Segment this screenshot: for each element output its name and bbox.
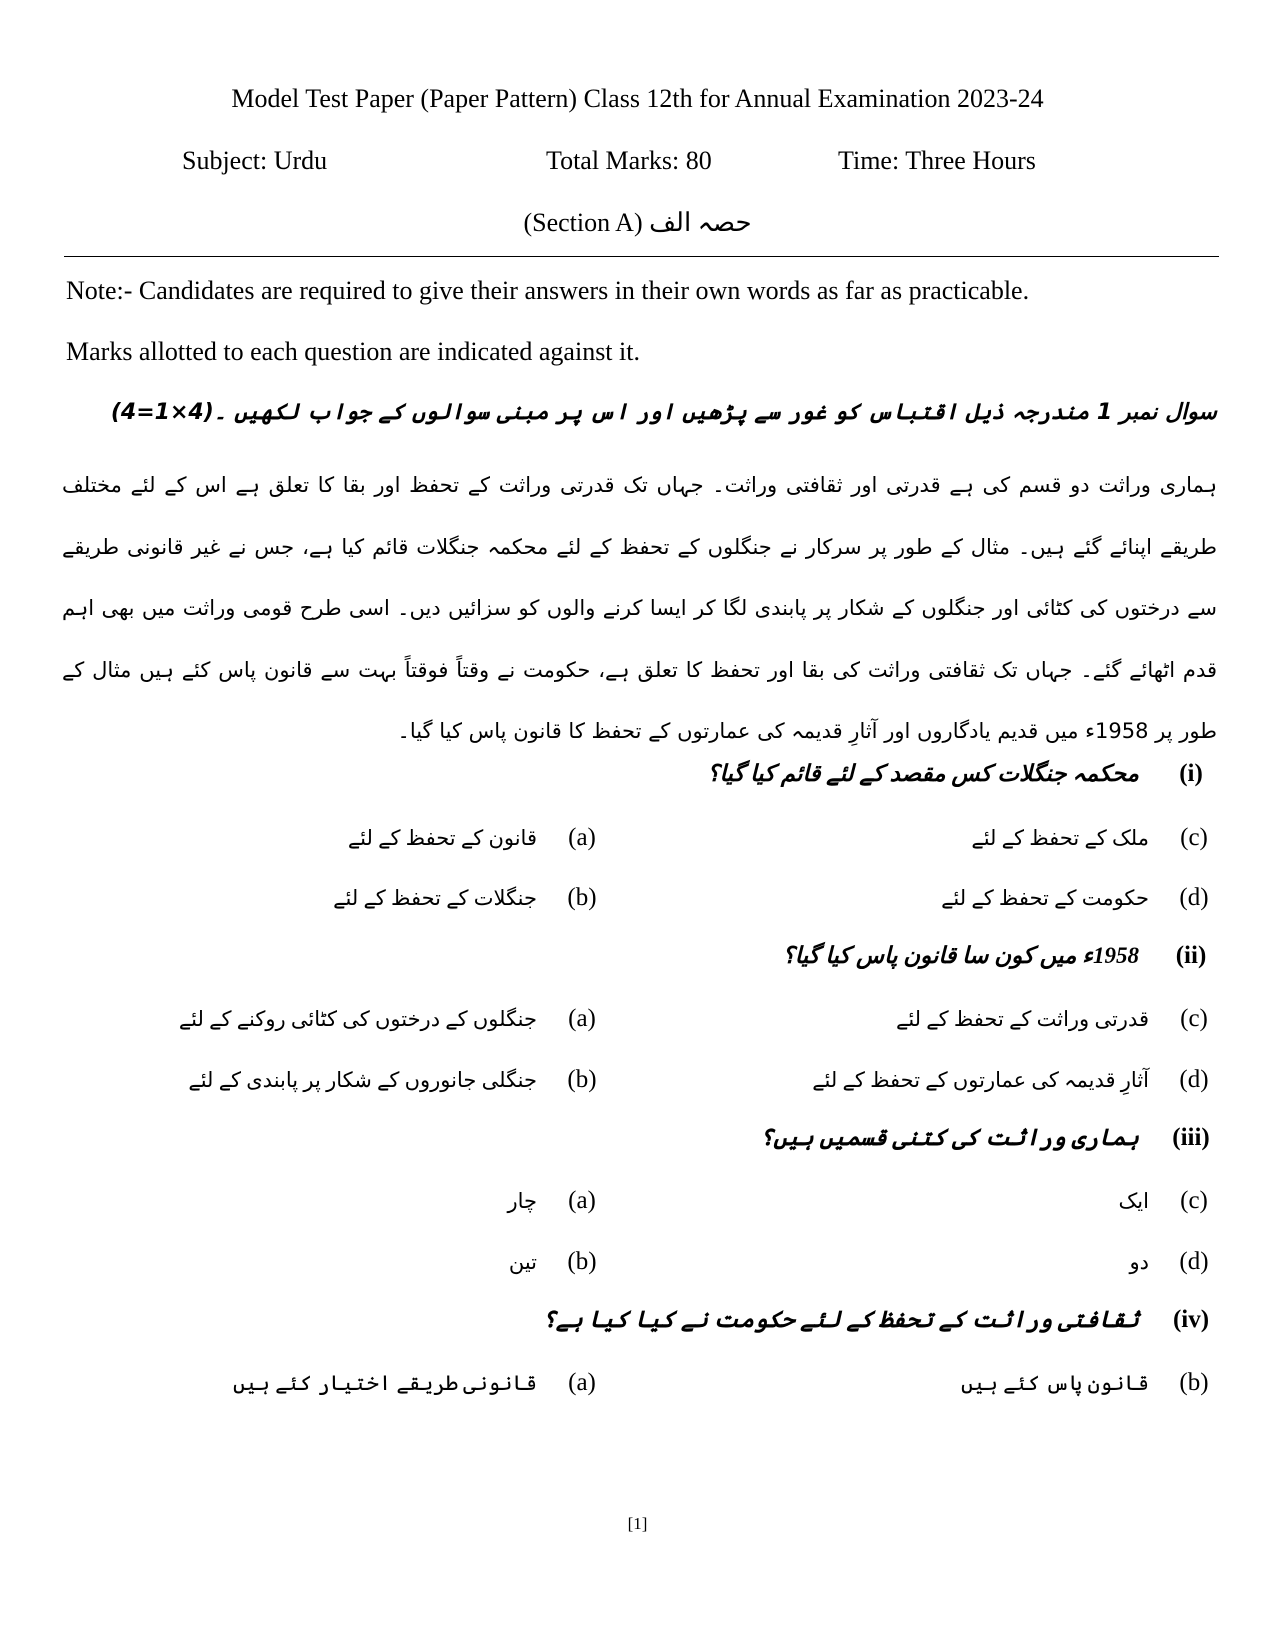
- total-marks-label: Total Marks: 80: [546, 146, 712, 175]
- note-line-1: Note:- Candidates are required to give their answers in their own words as far as practicable.: [66, 276, 1030, 305]
- option-ii-d: (d)آثارِ قدیمہ کی عمارتوں کے تحفظ کے لئے: [812, 1066, 1209, 1093]
- option-i-c: (c)ملک کے تحفظ کے لئے: [971, 824, 1208, 851]
- question-text: 1958ء میں کون سا قانون پاس کیا گیا؟: [782, 943, 1139, 968]
- sub-question-iv: [542, 1306, 1217, 1334]
- option-iii-c: (c)ایک: [1118, 1187, 1208, 1214]
- question-text: ہماری وراثت کی کتنی قسمیں ہیں؟: [759, 1125, 1139, 1150]
- note-line-2: Marks allotted to each question are indicated against it.: [66, 337, 640, 366]
- sub-question-iii: [760, 1124, 1217, 1152]
- page-number: [1]: [627, 1514, 648, 1533]
- option-i-a: (a)قانون کے تحفظ کے لئے: [347, 824, 596, 851]
- section-heading: (Section A) حصہ الف: [523, 208, 752, 237]
- sub-question-ii: [783, 942, 1218, 970]
- option-ii-c: (c)قدرتی وراثت کے تحفظ کے لئے: [896, 1005, 1208, 1032]
- sub-question-i: [707, 760, 1217, 788]
- question-number: (ii): [1175, 942, 1207, 969]
- subject-label: Subject: Urdu: [182, 146, 328, 175]
- time-label: Time: Three Hours: [838, 146, 1036, 175]
- option-ii-b: (b)جنگلی جانوروں کے شکار پر پابندی کے لئے: [188, 1066, 597, 1093]
- option-ii-a: (a)جنگلوں کے درختوں کی کٹائی روکنے کے لئے: [178, 1005, 596, 1032]
- option-i-b: (b)جنگلات کے تحفظ کے لئے: [333, 884, 597, 911]
- option-iv-b: (b)قانون پاس کئے ہیں: [960, 1369, 1209, 1396]
- question-text: ثقافتی وراثت کے تحفظ کے لئے حکومت نے کیا کیا ہے؟: [542, 1307, 1139, 1332]
- question-text: محکمہ جنگلات کس مقصد کے لئے قائم کیا گیا؟: [707, 761, 1139, 786]
- option-iv-a: (a)قانونی طریقے اختیار کئے ہیں: [232, 1369, 596, 1396]
- question-number: (iii): [1172, 1124, 1210, 1151]
- option-iii-d: (d)دو: [1129, 1248, 1209, 1275]
- question-number: (iv): [1172, 1306, 1210, 1333]
- comprehension-passage: ہماری وراثت دو قسم کی ہے قدرتی اور ثقافتی وراثت۔ جہاں تک قدرتی وراثت کے تحفظ اور بقا کا تعلق ہے اس کے لئے مختلف طریقے اپنائے گئے ہیں۔ مثال کے طور پر سرکار نے جنگلوں کے تحفظ کے لئے محکمہ جنگلات قائم کیا ہے، جس نے غیر قانونی طریقے سے درختوں کی کٹائی اور جنگلوں کے شکار پر پابندی لگا کر ایسا کرنے والوں کو سزائیں دیں۔ اسی طرح قومی وراثت میں بھی اہم قدم اٹھائے گئے۔ جہاں تک ثقافتی وراثت کی بقا اور تحفظ کا تعلق ہے، حکومت نے وقتاً فوقتاً بہت سے قانون پاس کئے ہیں مثال کے طور پر 1958ء میں قدیم یادگاروں اور آثارِ قدیمہ کی عمارتوں کے تحفظ کا قانون پاس کیا گیا۔: [62, 473, 1217, 743]
- paper-title: Model Test Paper (Paper Pattern) Class 12th for Annual Examination 2023-24: [231, 84, 1044, 113]
- option-iii-a: (a)چار: [507, 1187, 596, 1214]
- option-i-d: (d)حکومت کے تحفظ کے لئے: [941, 884, 1209, 911]
- option-iii-b: (b)تین: [508, 1248, 597, 1275]
- question-1-instruction: سوال نمبر 1 مندرجہ ذیل اقتباس کو غور سے پڑھیں اور اس پر مبنی سوالوں کے جواب لکھیں ۔(4×1=4): [110, 400, 1217, 425]
- question-number: (i): [1179, 760, 1203, 787]
- header-divider: [64, 256, 1219, 257]
